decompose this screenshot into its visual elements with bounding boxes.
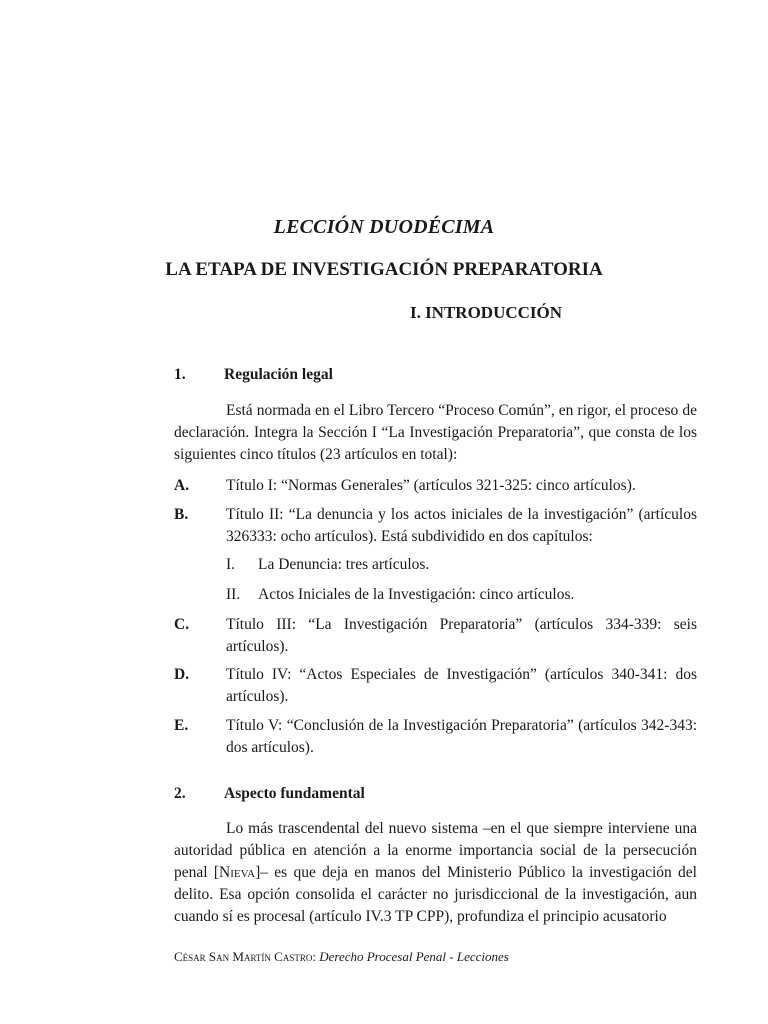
- sub-item-1: [226, 554, 429, 576]
- section-1-paragraph-text: Está normada en el Libro Tercero “Proceso Común”, en rigor, el proceso de declaración. Integra la Sección I “La Investigación Preparatoria”, que consta de los siguientes cinco títulos (23 artículos en total):: [174, 402, 697, 463]
- section-2-number: 2.: [174, 785, 186, 802]
- section-1-number: 1.: [174, 366, 186, 383]
- list-item-e: [174, 715, 697, 759]
- list-item-a-letter: A.: [174, 477, 190, 494]
- list-item-b: [174, 504, 697, 548]
- list-item-e-letter: E.: [174, 717, 189, 734]
- list-item-a: [174, 475, 697, 497]
- list-item-c-letter: C.: [174, 616, 190, 633]
- section-1-heading-text: Regulación legal: [224, 366, 333, 383]
- section-2-paragraph: [174, 818, 697, 928]
- list-item-c-text: Título III: “La Investigación Preparatoria” (artículos 334-339: seis artículos).: [226, 616, 697, 655]
- sub-item-2: [226, 584, 574, 606]
- section-2-author-ref: Nieva: [219, 864, 256, 881]
- section-1-paragraph: [174, 400, 697, 466]
- section-2-paragraph-part1: Lo más trascendental del nuevo sistema –en el que siempre interviene una autoridad pública en atención a la enorme importancia social de la persecución penal [: [174, 820, 697, 881]
- list-item-d: [174, 664, 697, 708]
- list-item-c: [174, 614, 697, 658]
- sub-item-2-text: Actos Iniciales de la Investigación: cinco artículos.: [258, 586, 575, 603]
- section-title: I. INTRODUCCIÓN: [409, 303, 563, 322]
- section-2-heading: [174, 785, 365, 803]
- section-2-heading-text: Aspecto fundamental: [224, 785, 365, 802]
- section-2-paragraph-part2: ]– es que deja en manos del Ministerio Público la investigación del delito. Esa opción consolida el carácter no jurisdiccional de la investigación, aun cuando sí es procesal (artículo IV.3 TP CPP), profundiza el principio acusatorio: [174, 864, 697, 925]
- page-footer: [174, 949, 509, 965]
- list-item-a-text: Título I: “Normas Generales” (artículos 321-325: cinco artículos).: [226, 477, 636, 494]
- footer-author: César San Martín Castro:: [174, 949, 316, 964]
- section-1-heading: [174, 366, 333, 384]
- chapter-title: LA ETAPA DE INVESTIGACIÓN PREPARATORIA: [165, 259, 603, 280]
- list-item-d-letter: D.: [174, 666, 190, 683]
- list-item-d-text: Título IV: “Actos Especiales de Investigación” (artículos 340-341: dos artículos).: [226, 666, 697, 705]
- sub-item-2-roman: II.: [226, 586, 241, 603]
- footer-book-title: Derecho Procesal Penal - Lecciones: [319, 949, 509, 964]
- lesson-title: LECCIÓN DUODÉCIMA: [273, 216, 495, 238]
- sub-item-1-roman: I.: [226, 556, 236, 573]
- list-item-e-text: Título V: “Conclusión de la Investigación Preparatoria” (artículos 342-343: dos artículos).: [226, 717, 697, 756]
- list-item-b-letter: B.: [174, 506, 189, 523]
- sub-item-1-text: La Denuncia: tres artículos.: [258, 556, 430, 573]
- list-item-b-text: Título II: “La denuncia y los actos iniciales de la investigación” (artículos 326333: ocho artículos). Está subdividido en dos capítulos:: [226, 506, 697, 545]
